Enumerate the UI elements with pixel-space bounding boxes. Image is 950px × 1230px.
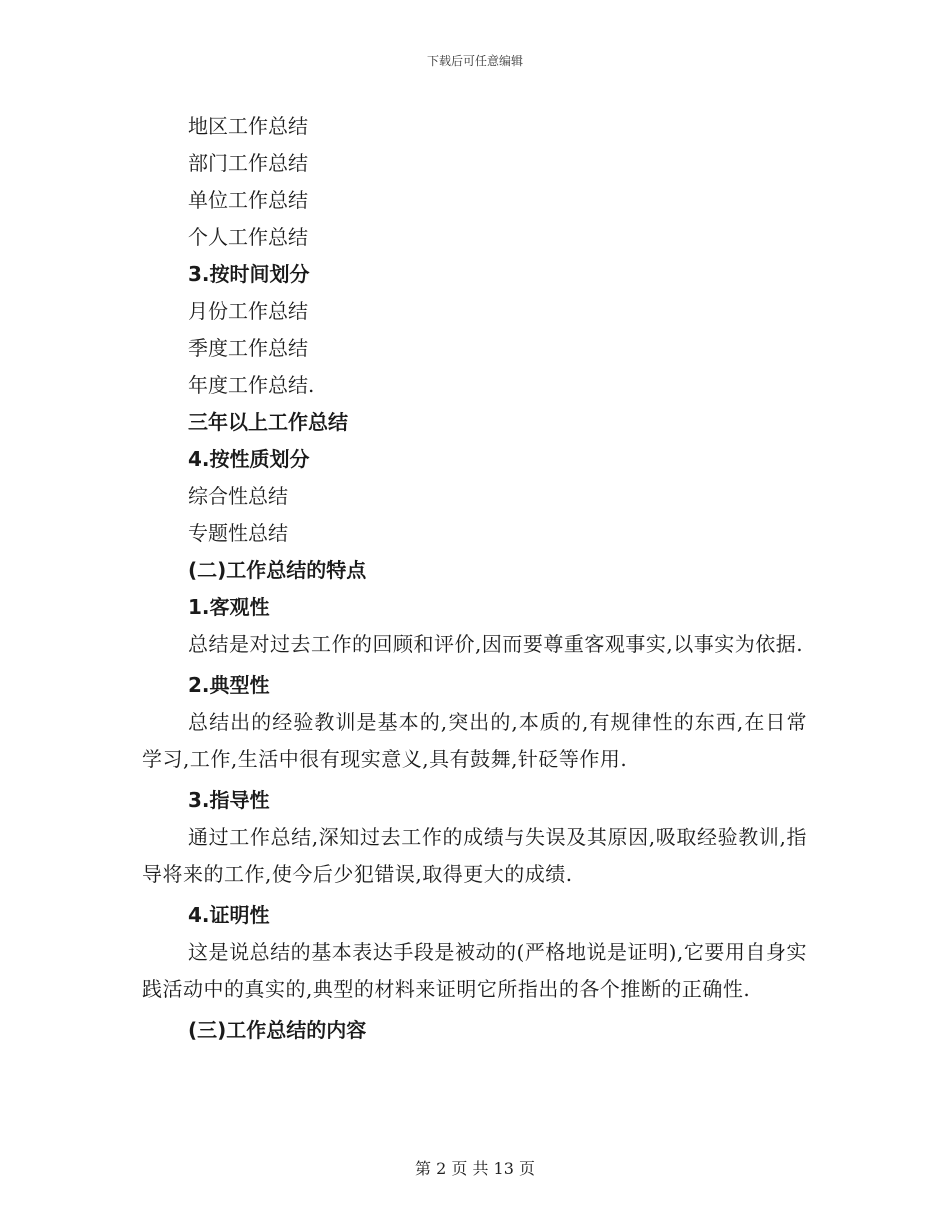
list-item: 部门工作总结 [188,151,308,175]
subheading: 三年以上工作总结 [188,410,348,434]
subheading: 4.按性质划分 [188,447,310,471]
list-item: 地区工作总结 [188,114,308,138]
subheading: 1.客观性 [188,595,270,619]
list-item: 月份工作总结 [188,299,308,323]
paragraph: 这是说总结的基本表达手段是被动的(严格地说是证明),它要用自身实践活动中的真实的,典型的材料来证明它所指出的各个推断的正确性. [142,940,807,1001]
paragraph: 总结是对过去工作的回顾和评价,因而要尊重客观事实,以事实为依据. [188,632,804,656]
list-item: 季度工作总结 [188,336,308,360]
page-footer: 第 2 页 共 13 页 [415,1159,535,1178]
paragraph: 通过工作总结,深知过去工作的成绩与失误及其原因,吸取经验教训,指导将来的工作,使今后少犯错误,取得更大的成绩. [142,825,807,886]
list-item: 个人工作总结 [188,225,308,249]
list-item: 年度工作总结. [188,373,315,397]
document-body [142,108,807,1049]
subheading: 4.证明性 [188,903,270,927]
subheading: 3.按时间划分 [188,262,310,286]
section-heading: (二)工作总结的特点 [188,558,367,582]
section-heading: (三)工作总结的内容 [188,1018,367,1042]
list-item: 单位工作总结 [188,188,308,212]
subheading: 3.指导性 [188,788,270,812]
list-item: 综合性总结 [188,484,288,508]
subheading: 2.典型性 [188,673,270,697]
paragraph: 总结出的经验教训是基本的,突出的,本质的,有规律性的东西,在日常学习,工作,生活中很有现实意义,具有鼓舞,针砭等作用. [142,710,807,771]
list-item: 专题性总结 [188,521,288,545]
page-header: 下载后可任意编辑 [426,54,523,68]
